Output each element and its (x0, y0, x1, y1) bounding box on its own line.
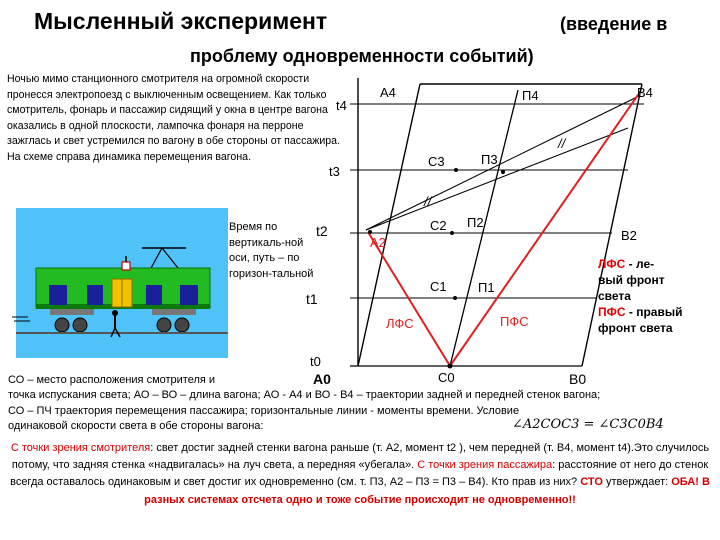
label-p3: П3 (481, 152, 498, 167)
legend-lfs-abbr: ЛФС (598, 257, 626, 271)
conclusion-observer-text: : свет достиг задней стенки вагона раньше (т. А2, момент t2 ), чем передней (т. В4, момент t4).Это случилось потому, что задняя стенка «надвигалась» на луч света, а передняя «убегала». (11, 442, 710, 472)
parallel-mark-2: // (558, 136, 566, 151)
parallel-mark-1: // (424, 194, 432, 209)
time-axis-note: Время по вертикаль-ной оси, путь – по горизон-тальной (229, 220, 315, 282)
legend-pfs-abbr: ПФС (598, 305, 626, 319)
label-a2: A2 (370, 235, 386, 250)
label-b2: B2 (621, 228, 637, 243)
point-c2 (450, 231, 454, 235)
explanation-line-4: одинаковой скорости света в обе стороны вагона: (8, 419, 264, 432)
label-left-front: ЛФС (386, 316, 414, 331)
intro-text: Ночью мимо станционного смотрителя на огромной скорости пронесся электропоезд с выключенным освещением. Как только смотритель, фонарь и пассажир сидящий у окна в центре вагона оказались в одной плоскости, лампочка фонаря на перроне зажглась и свет устремился по вагону в обе стороны от пассажира. На схеме справа динамика перемещения вагона. (7, 73, 341, 163)
label-p2: П2 (467, 215, 484, 230)
point-a2 (368, 230, 372, 234)
label-a0: A0 (313, 371, 331, 387)
label-c1: C1 (430, 279, 447, 294)
point-p3 (501, 170, 505, 174)
conclusion-sto: СТО (580, 476, 603, 489)
label-p4: П4 (522, 88, 539, 103)
label-t3: t3 (329, 164, 340, 179)
point-c0 (448, 364, 453, 369)
legend-lfs-line2: вый фронт (598, 273, 665, 287)
label-t0: t0 (310, 354, 321, 369)
explanation-text (8, 373, 712, 434)
simultaneity-line-2 (366, 96, 639, 230)
legend-pfs-line2: фронт света (598, 321, 673, 335)
conclusion-observer: С точки зрения смотрителя (10, 442, 151, 454)
simultaneity-line-1 (366, 128, 628, 230)
train-illustration (12, 208, 228, 358)
title-right: (введение в (560, 14, 668, 34)
explanation-line-2: точка испускания света; АО – ВО – длина вагона; АО - А4 и ВО - В4 – траектории задней и передней стенок вагона; (8, 389, 601, 402)
label-t2: t2 (316, 223, 328, 239)
explanation-line-1: СО – место расположения смотрителя и (8, 374, 216, 386)
title-main: Мысленный эксперимент (34, 8, 328, 34)
label-b0: B0 (569, 371, 587, 387)
conclusion-text (8, 440, 712, 509)
train-window (180, 285, 198, 305)
wheel (73, 318, 87, 332)
wheel (175, 318, 189, 332)
label-a4: A4 (380, 85, 396, 100)
conclusion-claims: утверждает: (602, 476, 672, 489)
wheel (157, 318, 171, 332)
label-right-front: ПФС (500, 314, 529, 329)
label-c0: C0 (438, 370, 455, 385)
legend-lfs-line3: света (598, 289, 631, 303)
wheel (55, 318, 69, 332)
label-b4: B4 (637, 85, 653, 100)
point-c3 (454, 168, 458, 172)
label-p1: П1 (478, 280, 495, 295)
train-window (146, 285, 162, 305)
conclusion-passenger-text: : расстояние от него до стенок всегда оставалось одинаковым и свет достиг их одновременно (см. т. П3, А2 – П3 = П3 – В4). Кто прав из них? (10, 459, 709, 489)
label-c2: C2 (430, 218, 447, 233)
legend-pfs-text: - правый (628, 305, 683, 319)
angle-formula: ∠A2COC3 = ∠C3C0B4 (512, 416, 664, 432)
label-c3: C3 (428, 154, 445, 169)
explanation-line-3: СО – ПЧ траектория перемещения пассажира; горизонтальные линии - моменты времени. Условие (8, 404, 520, 417)
station-master (112, 310, 118, 316)
title-subtitle: проблему одновременности событий) (190, 46, 534, 66)
conclusion-passenger: С точки зрения пассажира (414, 459, 553, 472)
legend-lfs-text: - ле- (628, 257, 655, 271)
label-t4: t4 (336, 98, 347, 113)
left-light-front (368, 232, 450, 366)
label-t1: t1 (306, 291, 318, 307)
train-window (49, 285, 67, 305)
legend (598, 256, 682, 336)
point-c1 (453, 296, 457, 300)
train-window (87, 285, 103, 305)
conclusion-both: ОБА! В разных системах отсчета одно и тоже событие происходит не одновременно!! (144, 476, 710, 506)
